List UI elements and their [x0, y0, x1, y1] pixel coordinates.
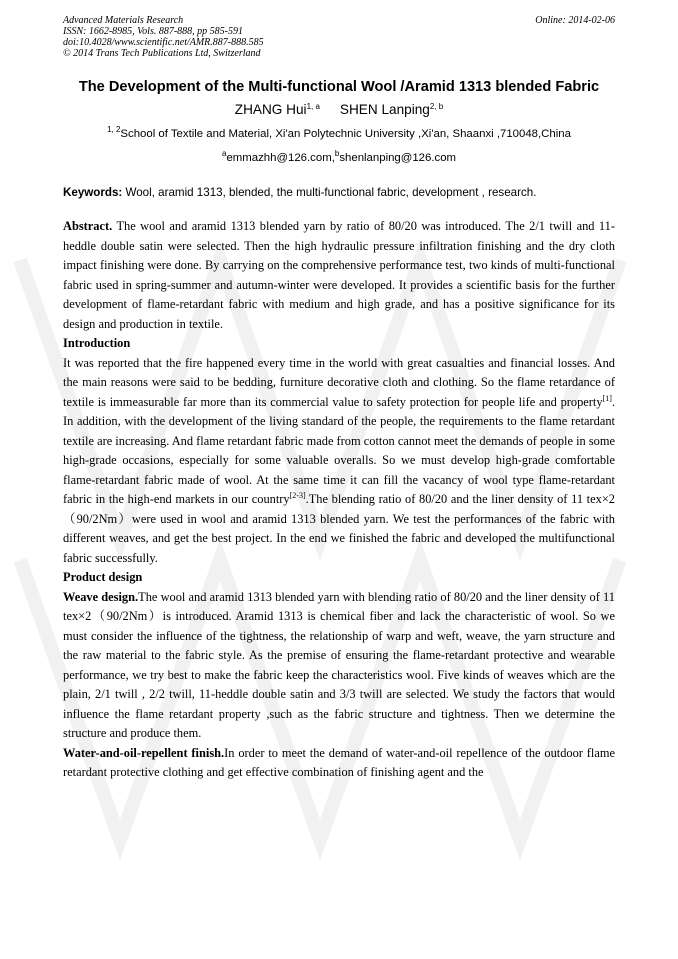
author-2-name: SHEN Lanping	[339, 102, 430, 117]
keywords-label: Keywords:	[63, 186, 123, 199]
introduction-text-3: .The blending ratio of 80/20 and the liner density of 11 tex×2（90/2Nm）were used in wool and aramid 1313 blended yarn. We test the performances of the fabric with different weaves, and get the best project. In the end we finished the fabric and developed the multifunctional fabric successfully.	[63, 492, 616, 565]
affiliation	[63, 127, 615, 142]
copyright-line: © 2014 Trans Tech Publications Ltd, Switzerland	[63, 48, 261, 59]
water-oil-finish-text: In order to meet the demand of water-and-oil repellence of the outdoor flame retardant protective clothing and get effective combination of finishing agent and the	[63, 745, 615, 779]
email-b: shenlanping@126.com	[339, 152, 457, 164]
email-line	[63, 151, 615, 166]
introduction-heading: Introduction	[63, 336, 131, 350]
introduction-text-2: . In addition, with the development of the living standard of the people, the requirements to the flame retardant textile are increasing. And flame retardant fabric made from cotton cannot meet the demands of people in some high-grade occasions, especially for some valuable overalls. So we must develop high-grade comfortable flame-retardant fabric made of wool. At the same time it can fill the vacancy of wool type flame-retardant fabric in the high-end markets in our country	[63, 394, 615, 506]
weave-design-label: Weave design.	[63, 589, 139, 604]
introduction-text-1: It was reported that the fire happened every time in the world with great casualties and financial losses. And the main reasons were said to be bedding, furniture decorative cloth and clothing. So the flame retardance of textile is immeasurable far more than its commercial value to safety protection for people life and property	[63, 355, 615, 409]
citation-2-3: [2-3]	[289, 491, 306, 500]
introduction-paragraph	[63, 354, 615, 569]
affiliation-text: School of Textile and Material, Xi'an Polytechnic University ,Xi'an, Shaanxi ,710048,China	[120, 128, 571, 140]
water-oil-finish-label: Water-and-oil-repellent finish.	[63, 745, 225, 760]
citation-1: [1]	[602, 393, 612, 403]
abstract-text: The wool and aramid 1313 blended yarn by ratio of 80/20 was introduced. The 2/1 twill and 11-heddle double satin were selected. Then the high hydraulic pressure infiltration finishing and the dry cloth impact finishing were done. By carrying on the comprehensive performance test, two kinds of multi-functional fabric used in spring-summer and autumn-winter were developed. It provides a scientific basis for the further development of flame-retardant fabric with medium and high grade, and has a positive significance for its design and production in textile.	[63, 219, 615, 331]
abstract	[63, 217, 615, 334]
product-design-heading: Product design	[63, 570, 143, 584]
author-line	[63, 100, 615, 119]
keywords-text: Wool, aramid 1313, blended, the multi-functional fabric, development , research.	[122, 186, 537, 199]
doi-line: doi:10.4028/www.scientific.net/AMR.887-888.585	[63, 37, 264, 48]
author-1-name: ZHANG Hui	[234, 102, 307, 117]
weave-design-text: The wool and aramid 1313 blended yarn with blending ratio of 80/20 and the liner density of 11 tex×2（90/2Nm）is introduced. Aramid 1313 is chemical fiber and lack the characteristic of wool. So we must consider the influence of the tightness, the relationship of warp and weft, weave, the yarn structure and the raw material to the fabric style. As the premise of ensuring the flame-retardant protective and wearable performance, we try best to make the fabric keep the characteristics wool. Five kinds of weaves which are the plain, 2/1 twill , 2/2 twill, 11-heddle double satin and 3/3 twill are selected. We study the factors that would influence the flame retardant property ,such as the fabric structure and tightness. Then we determine the structure and produce them.	[63, 589, 615, 740]
email-a: emmazhh@126.com,	[226, 152, 335, 164]
email-a-superscript: a	[221, 149, 227, 158]
weave-design-paragraph	[63, 588, 615, 744]
online-date: Online: 2014-02-06	[535, 15, 615, 26]
paper-page	[63, 15, 615, 783]
author-2-superscript: 2, b	[429, 102, 444, 111]
affiliation-superscript: 1, 2	[107, 125, 121, 134]
journal-header	[63, 15, 615, 59]
water-oil-finish-paragraph	[63, 744, 615, 783]
keywords	[63, 185, 615, 200]
issn-line: ISSN: 1662-8985, Vols. 887-888, pp 585-591	[63, 26, 243, 37]
journal-name: Advanced Materials Research	[63, 15, 184, 26]
author-1-superscript: 1, a	[306, 102, 320, 111]
email-b-superscript: b	[334, 149, 340, 158]
paper-title: The Development of the Multi-functional Wool /Aramid 1313 blended Fabric	[78, 79, 600, 95]
abstract-label: Abstract.	[63, 219, 113, 233]
